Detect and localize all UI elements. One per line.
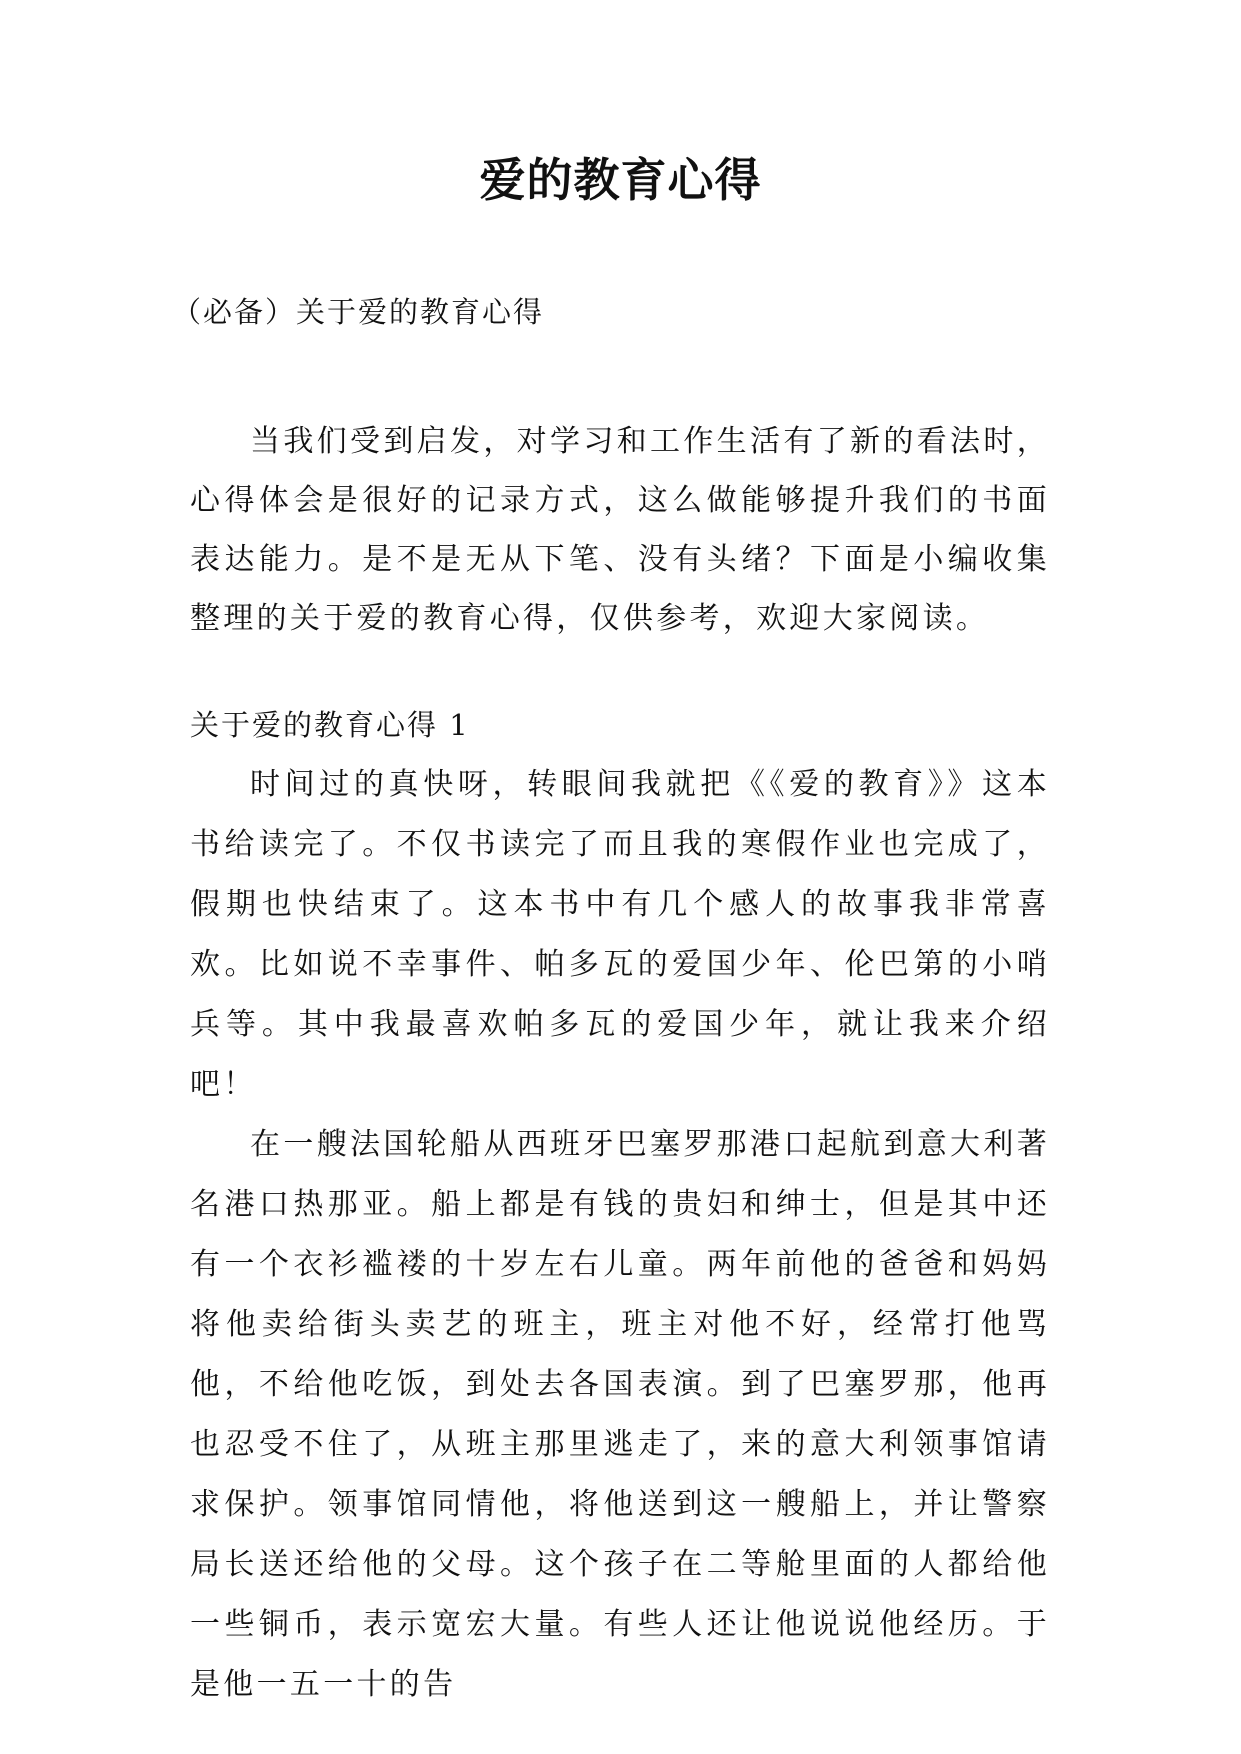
- intro-paragraph: 当我们受到启发，对学习和工作生活有了新的看法时，心得体会是很好的记录方式，这么做能够提升我们的书面表达能力。是不是无从下笔、没有头绪？下面是小编收集整理的关于爱的教育心得，仅供参考，欢迎大家阅读。: [190, 424, 1050, 636]
- body-paragraph: 在一艘法国轮船从西班牙巴塞罗那港口起航到意大利著名港口热那亚。船上都是有钱的贵妇和绅士，但是其中还有一个衣衫褴褛的十岁左右儿童。两年前他的爸爸和妈妈将他卖给街头卖艺的班主，班主对他不好，经常打他骂他，不给他吃饭，到处去各国表演。到了巴塞罗那，他再也忍受不住了，从班主那里逃走了，来的意大利领事馆请求保护。领事馆同情他，将他送到这一艘船上，并让警察局长送还给他的父母。这个孩子在二等舱里面的人都给他一些铜币，表示宽宏大量。有些人还让他说说他经历。于是他一五一十的告: [190, 1127, 1050, 1702]
- section-heading: 关于爱的教育心得 1: [190, 708, 470, 742]
- intro-block: [190, 412, 1050, 648]
- section-body: [190, 755, 1050, 1715]
- body-paragraph: 时间过的真快呀，转眼间我就把《《爱的教育》》这本书给读完了。不仅书读完了而且我的寒假作业也完成了，假期也快结束了。这本书中有几个感人的故事我非常喜欢。比如说不幸事件、帕多瓦的爱国少年、伦巴第的小哨兵等。其中我最喜欢帕多瓦的爱国少年，就让我来介绍吧！: [190, 767, 1050, 1102]
- document-title: 爱的教育心得: [479, 153, 762, 207]
- document-subtitle: （必备）关于爱的教育心得: [172, 295, 545, 329]
